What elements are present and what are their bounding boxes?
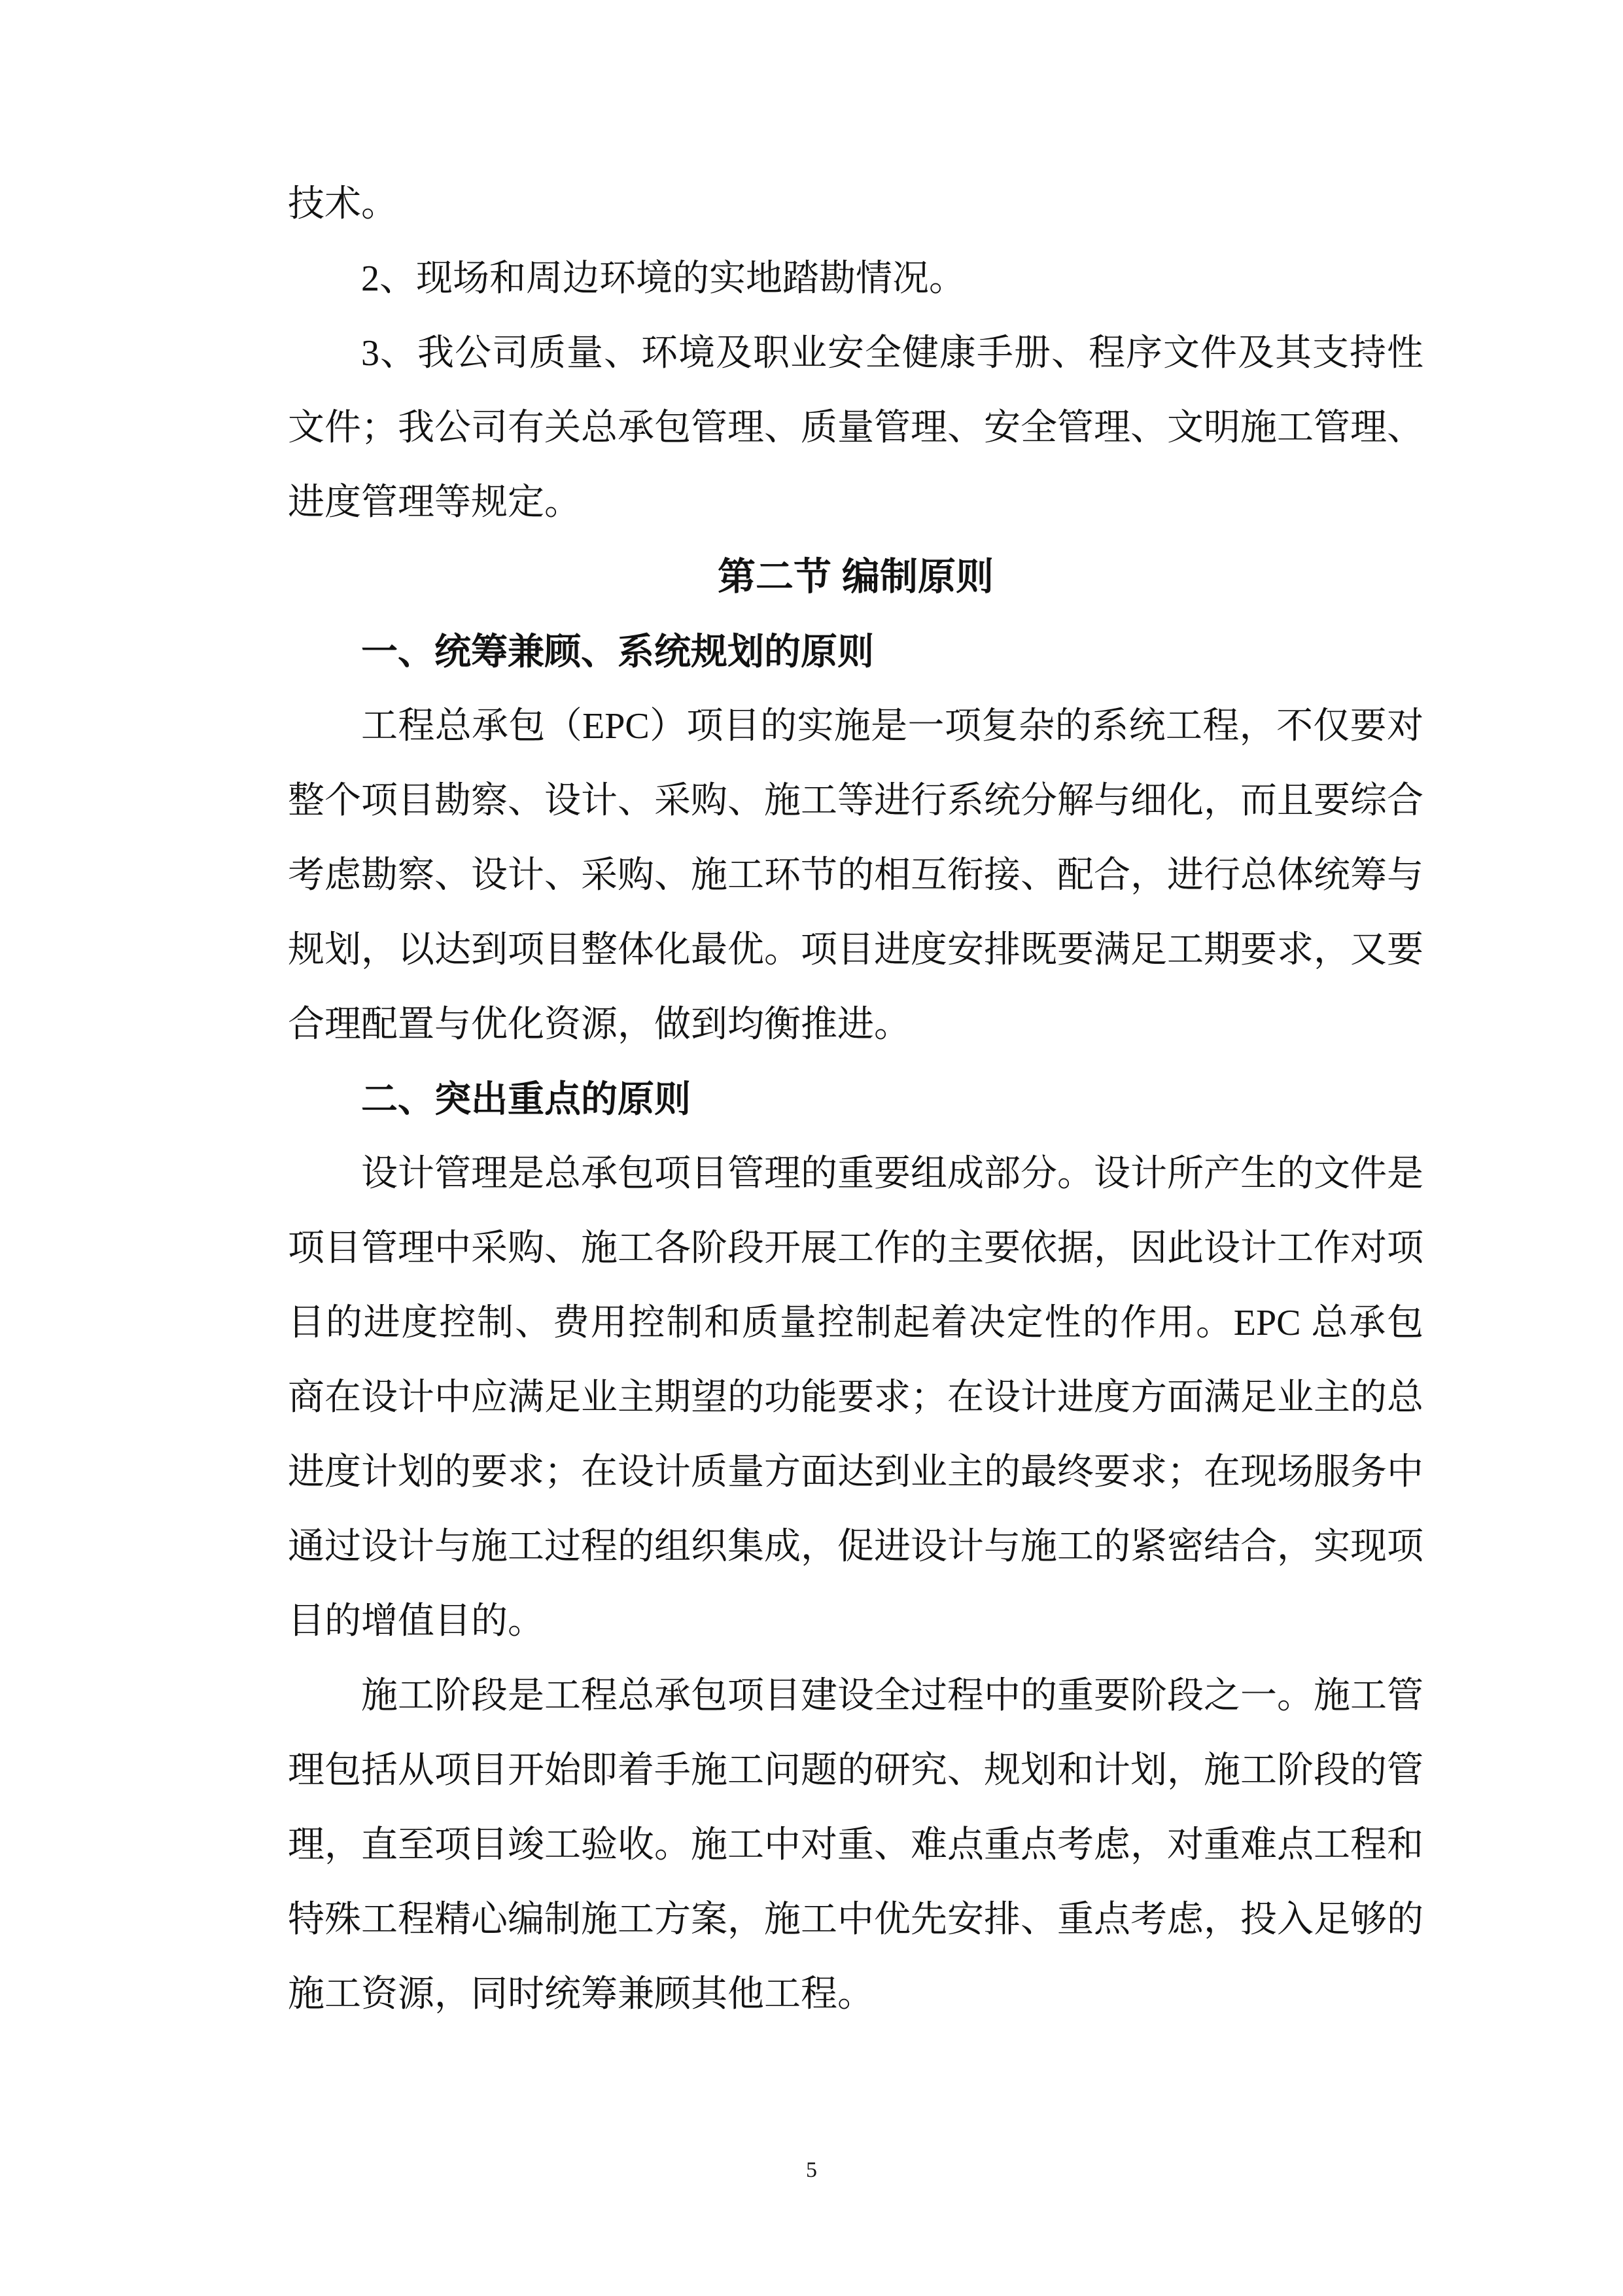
document-content bbox=[288, 167, 1423, 2032]
paragraph: 设计管理是总承包项目管理的重要组成部分。设计所产生的文件是项目管理中采购、施工各阶段开展工作的主要依据，因此设计工作对项目的进度控制、费用控制和质量控制起着决定性的作用。EPC 总承包商在设计中应满足业主期望的功能要求；在设计进度方面满足业主的总进度计划的要求；在设计质量方面达到业主的最终要求；在现场服务中通过设计与施工过程的组织集成，促进设计与施工的紧密结合，实现项目的增值目的。 bbox=[288, 1154, 1423, 1642]
subsection-heading-2: 二、突出重点的原则 bbox=[361, 1078, 691, 1120]
paragraph: 施工阶段是工程总承包项目建设全过程中的重要阶段之一。施工管理包括从项目开始即着手施工问题的研究、规划和计划，施工阶段的管理，直至项目竣工验收。施工中对重、难点重点考虑，对重难点工程和特殊工程精心编制施工方案，施工中优先安排、重点考虑，投入足够的施工资源，同时统筹兼顾其他工程。 bbox=[288, 1676, 1423, 2015]
section-heading: 第二节 编制原则 bbox=[717, 556, 994, 598]
subsection-heading-1: 一、统筹兼顾、系统规划的原则 bbox=[361, 631, 874, 672]
page-number: 5 bbox=[806, 2158, 817, 2182]
list-item-2: 2、现场和周边环境的实地踏勘情况。 bbox=[361, 258, 966, 299]
paragraph: 工程总承包（EPC）项目的实施是一项复杂的系统工程，不仅要对整个项目勘察、设计、采购、施工等进行系统分解与细化，而且要综合考虑勘察、设计、采购、施工环节的相互衔接、配合，进行总体统筹与规划，以达到项目整体化最优。项目进度安排既要满足工期要求，又要合理配置与优化资源，做到均衡推进。 bbox=[288, 706, 1423, 1045]
list-item-3: 3、我公司质量、环境及职业安全健康手册、程序文件及其支持性文件；我公司有关总承包管理、质量管理、安全管理、文明施工管理、进度管理等规定。 bbox=[288, 333, 1423, 523]
paragraph-continuation: 技术。 bbox=[288, 184, 398, 224]
